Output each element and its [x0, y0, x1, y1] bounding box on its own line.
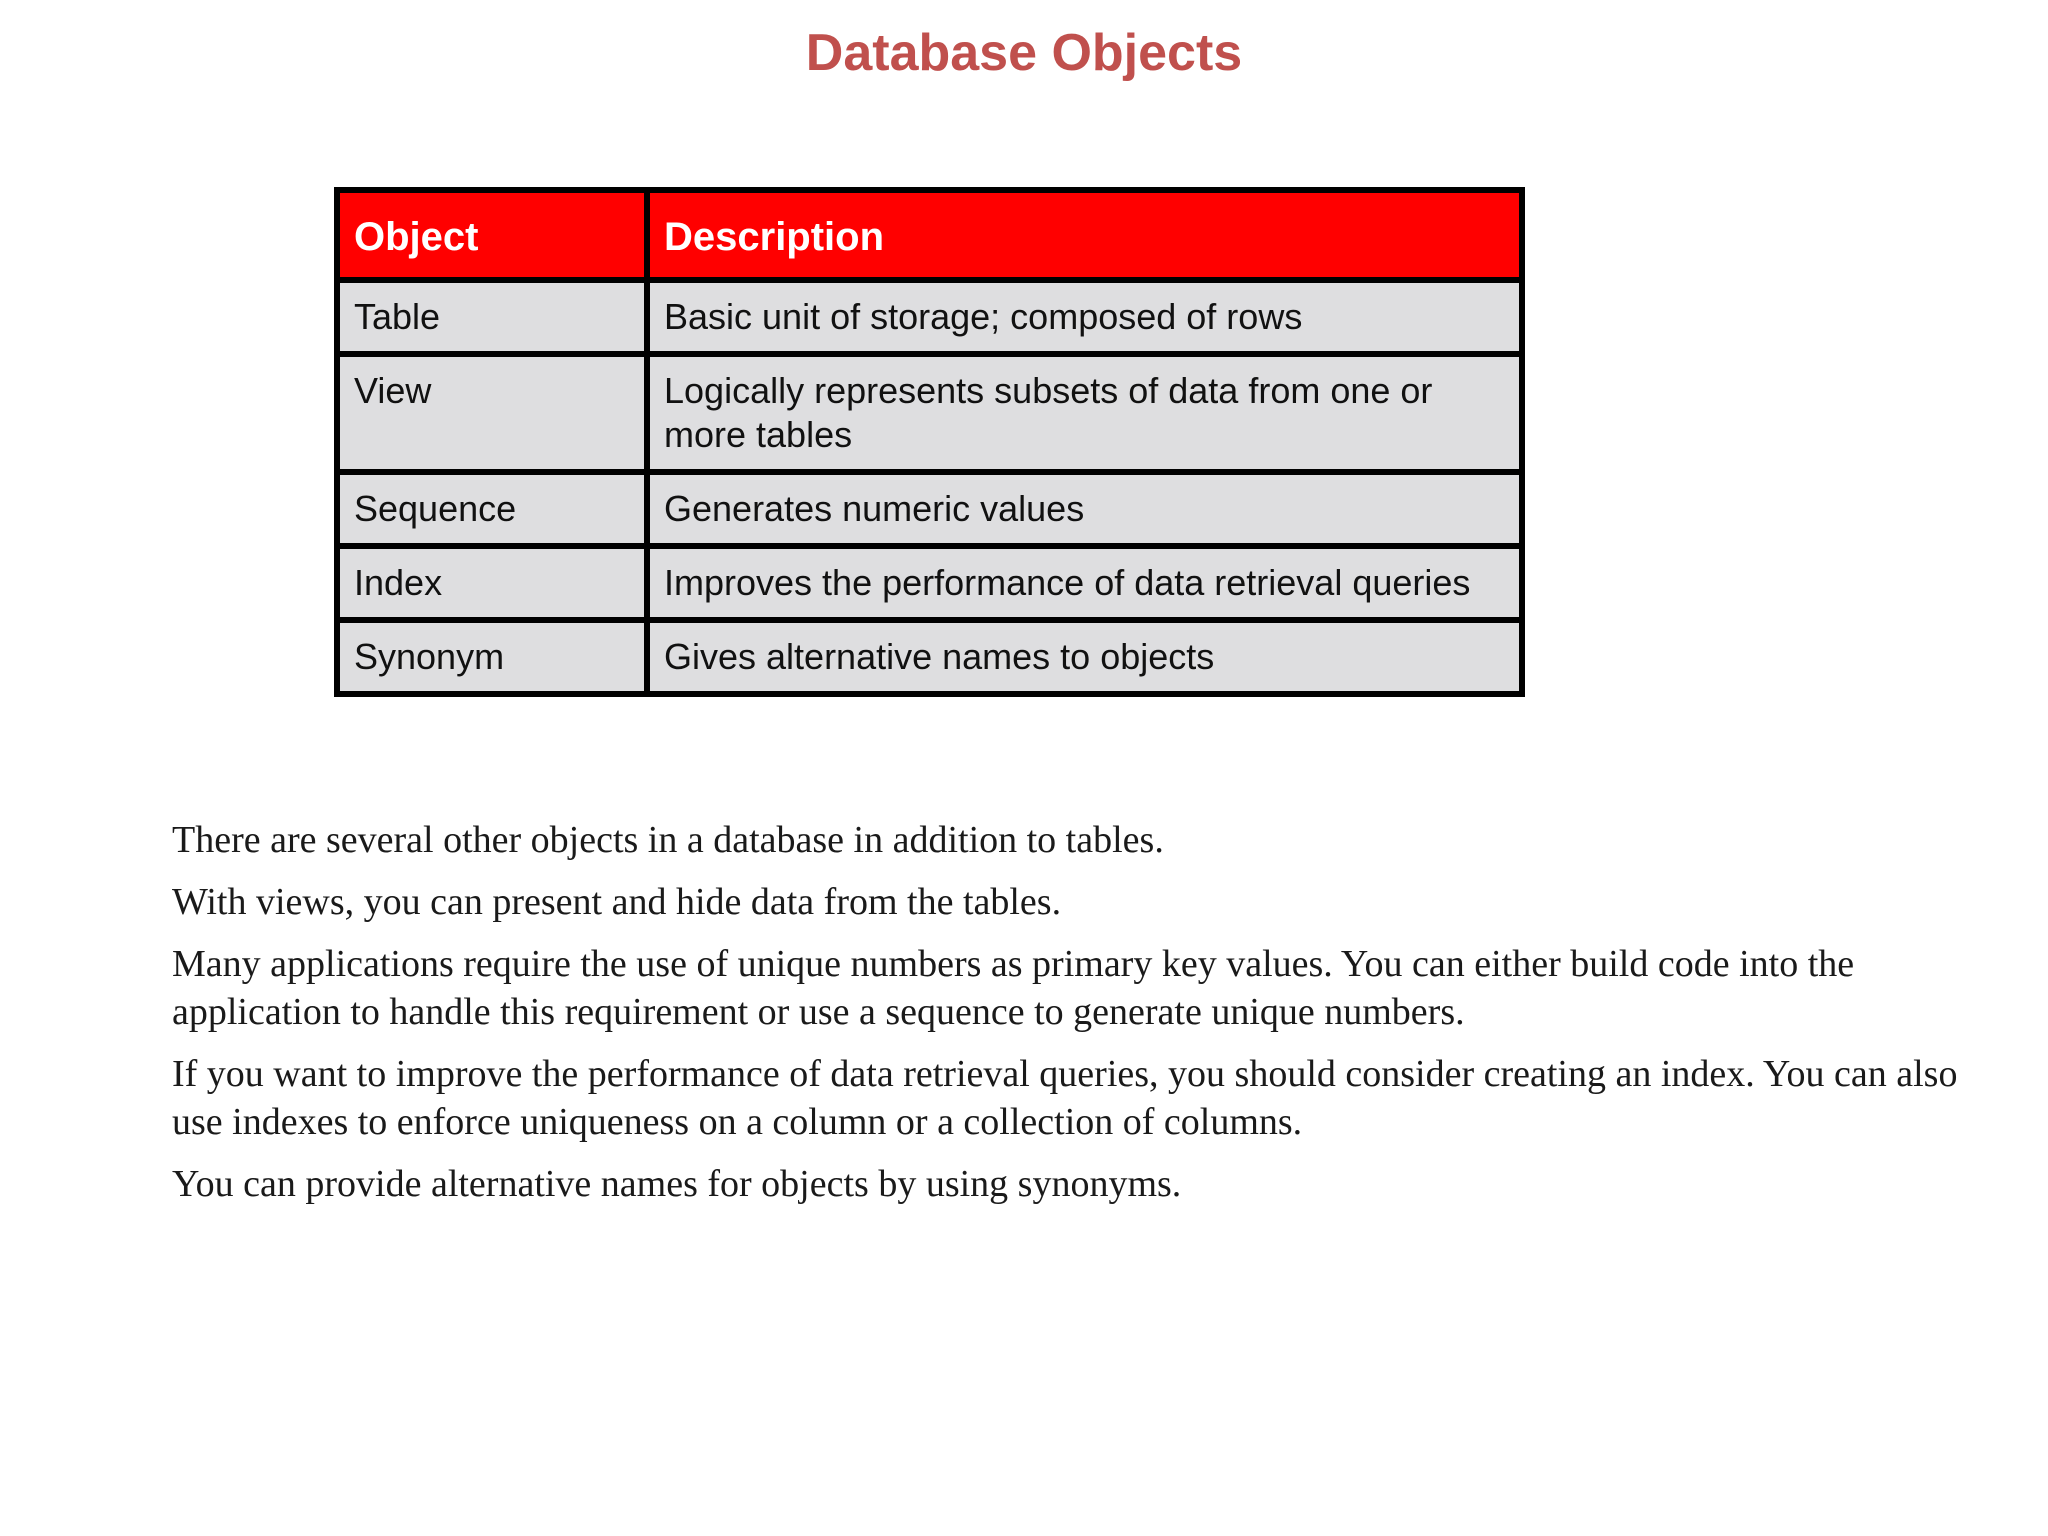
object-cell: Table — [337, 280, 647, 354]
notes-section — [172, 816, 1992, 1222]
paragraph: Many applications require the use of unique numbers as primary key values. You can either build code into the application to handle this requirement or use a sequence to generate unique numbers. — [172, 943, 1855, 1033]
paragraph: There are several other objects in a database in addition to tables. — [172, 819, 1164, 861]
description-cell: Basic unit of storage; composed of rows — [647, 280, 1522, 354]
table-row — [337, 546, 1522, 620]
paragraph: If you want to improve the performance of data retrieval queries, you should consider creating an index. You can also use indexes to enforce uniqueness on a column or a collection of columns. — [172, 1053, 1958, 1143]
paragraph: With views, you can present and hide data from the tables. — [172, 881, 1062, 923]
table-row — [337, 280, 1522, 354]
description-cell: Generates numeric values — [647, 472, 1522, 546]
table-row — [337, 620, 1522, 694]
description-cell: Logically represents subsets of data from one or more tables — [647, 354, 1522, 472]
header-description: Description — [647, 190, 1522, 280]
description-cell: Improves the performance of data retrieval queries — [647, 546, 1522, 620]
table-header-row — [337, 190, 1522, 280]
description-cell: Gives alternative names to objects — [647, 620, 1522, 694]
object-cell: Index — [337, 546, 647, 620]
database-objects-table — [334, 187, 1525, 697]
page-title: Database Objects — [805, 24, 1243, 82]
paragraph: You can provide alternative names for objects by using synonyms. — [172, 1163, 1182, 1205]
table-row — [337, 472, 1522, 546]
table-row — [337, 354, 1522, 472]
object-cell: View — [337, 354, 647, 472]
object-cell: Synonym — [337, 620, 647, 694]
header-object: Object — [337, 190, 647, 280]
object-cell: Sequence — [337, 472, 647, 546]
